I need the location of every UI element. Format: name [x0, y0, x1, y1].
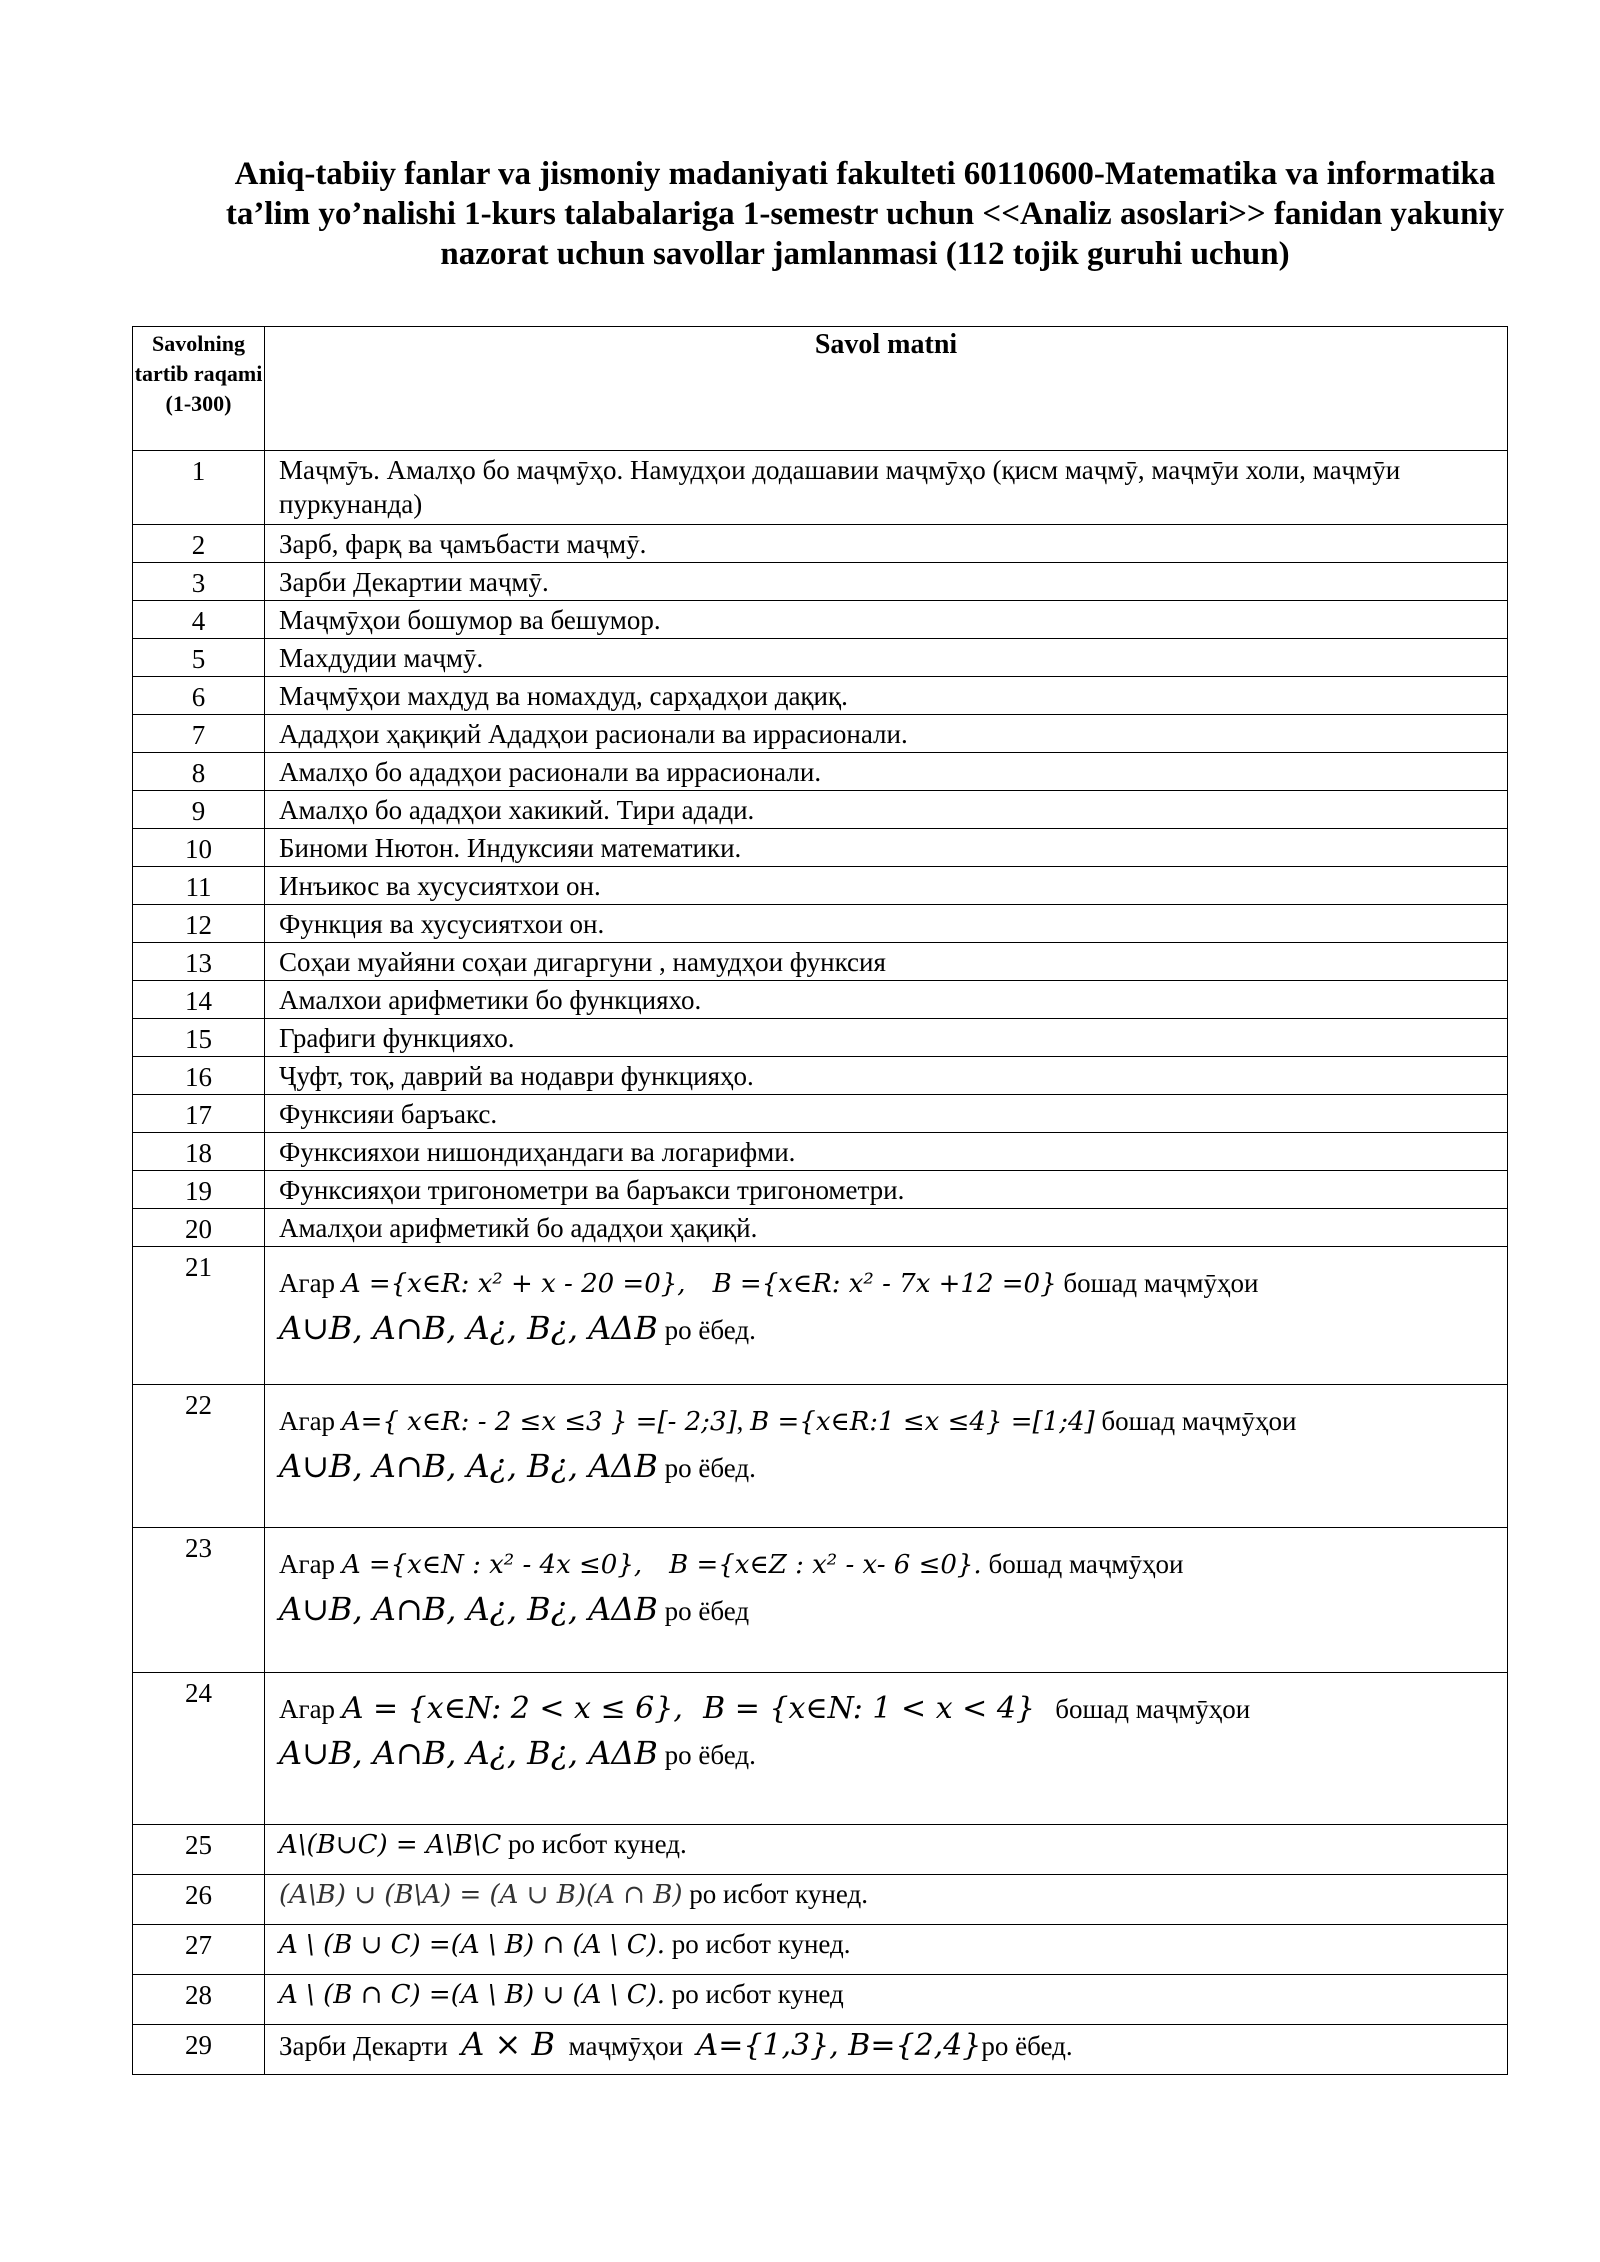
row-text: Графиги функцияхо.	[265, 1019, 1508, 1057]
sets-formula: A={1,3}, B={2,4}	[696, 2028, 982, 2063]
table-row	[133, 639, 1508, 677]
row-number: 9	[133, 791, 265, 829]
end-text: ро ёбед.	[664, 1315, 756, 1345]
tail-text: бошад маҷмӯҳои	[1063, 1268, 1259, 1298]
math-rows	[133, 1247, 1508, 2075]
row-text	[265, 1975, 1508, 2025]
row-text: Маҷмӯҳои махдуд ва номахдуд, сарҳадҳои дақиқ.	[265, 677, 1508, 715]
tail-text: бошад маҷмӯҳои	[1055, 1694, 1251, 1724]
row-text	[265, 1385, 1508, 1528]
row-number: 21	[133, 1247, 265, 1385]
table-row	[133, 1133, 1508, 1171]
table-row	[133, 943, 1508, 981]
table-row-26	[133, 1875, 1508, 1925]
table-row	[133, 1171, 1508, 1209]
formula: A \ (B ∩ C) =(A \ B) ∪ (A \ C).	[279, 1980, 666, 2010]
row-text: Амалхои арифметики бо функцияхо.	[265, 981, 1508, 1019]
set-a-formula: A ={x∈R: x² + x - 20 =0},	[341, 1269, 686, 1299]
set-operations: A∪B, A∩B, A¿, B¿, AΔB	[279, 1447, 658, 1485]
set-operations: A∪B, A∩B, A¿, B¿, AΔB	[279, 1590, 658, 1628]
row-text	[265, 1673, 1508, 1825]
agar-word: Агар	[279, 1406, 336, 1436]
row-number: 8	[133, 753, 265, 791]
table-row-21	[133, 1247, 1508, 1385]
table-row	[133, 601, 1508, 639]
agar-word: Агар	[279, 1694, 336, 1724]
table-row	[133, 981, 1508, 1019]
row-text: Биноми Нютон. Индуксияи математики.	[265, 829, 1508, 867]
row-text	[265, 1528, 1508, 1673]
simple-rows	[133, 451, 1508, 1247]
row-number: 18	[133, 1133, 265, 1171]
row-number: 5	[133, 639, 265, 677]
table-row	[133, 791, 1508, 829]
table-row	[133, 677, 1508, 715]
table-row	[133, 1095, 1508, 1133]
row-text: Зарби Декартии маҷмӯ.	[265, 563, 1508, 601]
row-text	[265, 1875, 1508, 1925]
row-number: 13	[133, 943, 265, 981]
row-number: 20	[133, 1209, 265, 1247]
table-row-23	[133, 1528, 1508, 1673]
row-number: 12	[133, 905, 265, 943]
row-number: 4	[133, 601, 265, 639]
set-operations: A∪B, A∩B, A¿, B¿, AΔB	[279, 1309, 658, 1347]
row-number: 11	[133, 867, 265, 905]
row-text: Маҷмӯҳои бошумор ва бешумор.	[265, 601, 1508, 639]
row-text	[265, 1247, 1508, 1385]
tail-text: бошад маҷмӯҳои	[1101, 1406, 1297, 1436]
tail-text: бошад маҷмӯҳои	[988, 1549, 1184, 1579]
end-text: ро ёбед.	[981, 2031, 1073, 2061]
row-number: 16	[133, 1057, 265, 1095]
end-text: ро исбот кунед	[671, 1979, 844, 2009]
set-a-formula: A = {x∈N: 2 < x ≤ 6},	[341, 1691, 683, 1726]
row-text	[265, 1825, 1508, 1875]
row-number: 7	[133, 715, 265, 753]
row-text	[265, 2025, 1508, 2075]
row-text: Соҳаи муайяни соҳаи дигаргуни , намудҳои функсия	[265, 943, 1508, 981]
set-b-formula: B = {x∈N: 1 < x < 4}	[703, 1691, 1035, 1726]
row-number: 27	[133, 1925, 265, 1975]
table-row	[133, 1057, 1508, 1095]
end-text: ро исбот кунед.	[507, 1829, 687, 1859]
row-number: 15	[133, 1019, 265, 1057]
row-text: Ададҳои ҳақиқий Ададҳои расионали ва иррасионали.	[265, 715, 1508, 753]
end-text: ро исбот кунед.	[671, 1929, 851, 1959]
document-title: Aniq-tabiiy fanlar va jismoniy madaniyati fakulteti 60110600-Matematika va informatika ta’lim yo’nalishi 1-kurs talabalariga 1-semestr uchun <<Analiz asoslari>> fanidan yakuniy nazorat uchun savollar jamlanmasi (112 tojik guruhi uchun)	[225, 156, 1505, 272]
table-row	[133, 753, 1508, 791]
header-number: Savolning tartib raqami (1-300)	[133, 327, 265, 451]
row-number: 17	[133, 1095, 265, 1133]
row-number: 28	[133, 1975, 265, 2025]
row-text	[265, 1925, 1508, 1975]
table-row	[133, 905, 1508, 943]
set-b-formula: B ={x∈R: x² - 7x +12 =0}	[712, 1269, 1057, 1299]
row-number: 26	[133, 1875, 265, 1925]
table-row-22	[133, 1385, 1508, 1528]
cartesian-product: A × B	[461, 2025, 556, 2063]
mid-text: маҷмӯҳои	[568, 2031, 684, 2061]
row-number: 25	[133, 1825, 265, 1875]
set-operations: A∪B, A∩B, A¿, B¿, AΔB	[279, 1734, 658, 1772]
end-text: ро ёбед.	[664, 1740, 756, 1770]
row-number: 29	[133, 2025, 265, 2075]
row-number: 1	[133, 451, 265, 525]
row-number: 10	[133, 829, 265, 867]
set-b-formula: B ={x∈R:1 ≤x ≤4} =[1;4]	[750, 1407, 1095, 1437]
row-number: 3	[133, 563, 265, 601]
questions-table	[132, 326, 1508, 2075]
comma: ,	[736, 1406, 744, 1436]
table-row	[133, 451, 1508, 525]
table-row	[133, 867, 1508, 905]
row-number: 2	[133, 525, 265, 563]
row-number: 23	[133, 1528, 265, 1673]
set-a-formula: A ={x∈N : x² - 4x ≤0},	[341, 1550, 643, 1580]
agar-word: Агар	[279, 1268, 336, 1298]
table-row	[133, 829, 1508, 867]
row-text: Функсияхои нишондиҳандаги ва логарифми.	[265, 1133, 1508, 1171]
agar-word: Агар	[279, 1549, 336, 1579]
row-number: 14	[133, 981, 265, 1019]
row-number: 6	[133, 677, 265, 715]
table-row-24	[133, 1673, 1508, 1825]
end-text: ро исбот кунед.	[689, 1879, 868, 1909]
row-text: Функсияҳои тригонометри ва баръакси тригонометри.	[265, 1171, 1508, 1209]
header-text: Savol matni	[265, 327, 1508, 451]
table-row	[133, 525, 1508, 563]
row-number: 22	[133, 1385, 265, 1528]
end-text: ро ёбед	[664, 1596, 750, 1626]
table-header-row	[133, 327, 1508, 451]
row-text: Амалҳои арифметикй бо ададҳои ҳақиқй.	[265, 1209, 1508, 1247]
row-text: Функсияи баръакс.	[265, 1095, 1508, 1133]
row-text: Амалҳо бо ададҳои расионали ва иррасионали.	[265, 753, 1508, 791]
formula: (A\B) ∪ (B\A) = (A ∪ B)(A ∩ B)	[279, 1880, 683, 1910]
table-row	[133, 1209, 1508, 1247]
row-number: 19	[133, 1171, 265, 1209]
formula: A \ (B ∪ C) =(A \ B) ∩ (A \ C).	[279, 1930, 666, 1960]
row-text: Амалҳо бо ададҳои хакикий. Тири адади.	[265, 791, 1508, 829]
pre-text: Зарби Декарти	[279, 2031, 448, 2061]
table-row-27	[133, 1925, 1508, 1975]
row-text: Ҷуфт, тоқ, даврий ва нодаври функцияҳо.	[265, 1057, 1508, 1095]
table-row-25	[133, 1825, 1508, 1875]
table-row-28	[133, 1975, 1508, 2025]
table-row	[133, 1019, 1508, 1057]
row-text: Инъикос ва хусусиятхои он.	[265, 867, 1508, 905]
set-b-formula: B ={x∈Z : x² - x- 6 ≤0}.	[669, 1550, 982, 1580]
row-text: Махдудии маҷмӯ.	[265, 639, 1508, 677]
set-a-formula: A={ x∈R: - 2 ≤x ≤3 } =[- 2;3]	[341, 1407, 737, 1437]
row-text: Функция ва хусусиятхои он.	[265, 905, 1508, 943]
table-row	[133, 563, 1508, 601]
table-row-29	[133, 2025, 1508, 2075]
table-row	[133, 715, 1508, 753]
formula: A\(B∪C) = A\B\C	[279, 1830, 502, 1860]
row-text: Маҷмӯъ. Амалҳо бо маҷмӯҳо. Намудҳои додашавии маҷмӯҳо (қисм маҷмӯ, маҷмӯи холи, маҷмӯи пуркунанда)	[265, 451, 1508, 525]
end-text: ро ёбед.	[664, 1453, 756, 1483]
row-number: 24	[133, 1673, 265, 1825]
row-text: Зарб, фарқ ва ҷамъбасти маҷмӯ.	[265, 525, 1508, 563]
